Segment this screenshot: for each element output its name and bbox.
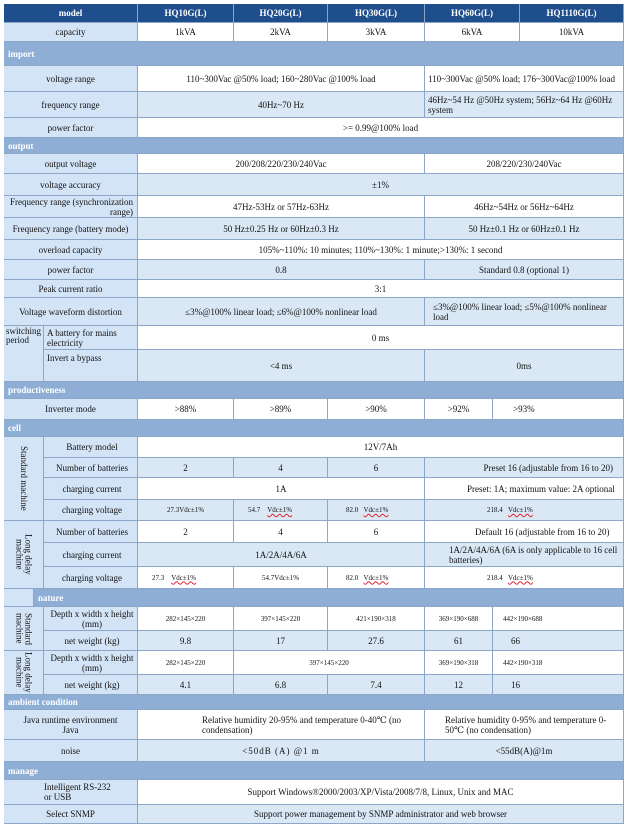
row-label: Voltage waveform distortion: [4, 298, 138, 326]
number: 82.0: [346, 506, 359, 514]
unit: Vdc±1%: [363, 573, 389, 582]
value-a: 3:1: [138, 280, 624, 298]
value-4: [425, 500, 624, 521]
value-5: 442×190×688: [493, 607, 624, 631]
value-2: >89%: [234, 399, 328, 420]
row-label: Depth x width x height (mm): [44, 651, 138, 675]
value-3: [328, 567, 425, 589]
value-a: <4 ms: [138, 350, 425, 382]
value-4: >92%: [425, 399, 493, 420]
output-accuracy-row: [4, 174, 624, 196]
ambient-noise-row: [4, 740, 624, 762]
section-title: import: [4, 42, 624, 66]
nature-standard-block: [4, 607, 624, 651]
value-b: <55dB(A)@1m: [425, 740, 624, 762]
value-a: 12V/7Ah: [138, 437, 624, 458]
value-a: 0.8: [138, 260, 425, 280]
model-header: model: [4, 4, 138, 23]
value-a: Relative humidity 20-95% and temperature 0-40℃ (no condensation): [138, 710, 425, 740]
value-3: 421×190×318: [328, 607, 425, 631]
number: 218.4: [487, 506, 503, 514]
row-label: Select SNMP: [4, 805, 138, 824]
row-label: Frequency range (synchronization range): [4, 196, 138, 218]
output-power-factor-row: [4, 260, 624, 280]
group-label: Long delay machine: [4, 521, 44, 589]
section-manage: [4, 762, 624, 780]
group-label: Standard machine: [4, 607, 44, 651]
model-col-4: HQ60G(L): [425, 4, 520, 23]
ambient-java-row: [4, 710, 624, 740]
value-a: ±1%: [138, 174, 624, 196]
switching-group-label: switching period: [4, 326, 44, 382]
unit: Vdc±1%: [363, 506, 389, 514]
unit: Vdc±1%: [267, 506, 293, 514]
value-b: 208/220/230/240Vac: [425, 154, 624, 174]
model-col-1: HQ10G(L): [138, 4, 234, 23]
header-row: [4, 4, 624, 23]
value-1: 2: [138, 458, 234, 478]
value-a: Support power management by SNMP administrator and web browser: [138, 805, 624, 824]
section-title: ambient condition: [4, 695, 624, 710]
value-5: 16: [493, 675, 624, 695]
import-power-factor-row: [4, 118, 624, 138]
value-2: 4: [234, 521, 328, 543]
value-3: >90%: [328, 399, 425, 420]
row-label: power factor: [4, 118, 138, 138]
value-b: 1A/2A/4A/6A (6A is only applicable to 16 cell batteries): [425, 543, 624, 567]
value-2: 6.8: [234, 675, 328, 695]
value-4: 369×190×318: [425, 651, 493, 675]
section-ambient: [4, 695, 624, 710]
cell-standard-block: [4, 437, 624, 521]
value-1: 4.1: [138, 675, 234, 695]
row-label: Depth x width x height (mm): [44, 607, 138, 631]
value-1: 282×145×220: [138, 651, 234, 675]
capacity-5: 10kVA: [520, 23, 624, 42]
model-col-2: HQ20G(L): [234, 4, 328, 23]
row-label: Inverter mode: [4, 399, 138, 420]
row-label: Number of batteries: [44, 458, 138, 478]
value-b: 50 Hz±0.1 Hz or 60Hz±0.1 Hz: [425, 218, 624, 240]
value-b: Preset 16 (adjustable from 16 to 20): [425, 458, 624, 478]
capacity-label: capacity: [4, 23, 138, 42]
number: 82.0: [346, 573, 359, 582]
import-frequency-row: [4, 92, 624, 118]
value-1: 282×145×220: [138, 607, 234, 631]
row-label: Invert a bypass: [44, 350, 138, 382]
value-3: 6: [328, 521, 425, 543]
output-waveform-row: [4, 298, 624, 326]
value-3: 27.6: [328, 631, 425, 651]
value-b: Preset: 1A; maximum value: 2A optional: [425, 478, 624, 500]
row-label: Battery model: [44, 437, 138, 458]
output-overload-row: [4, 240, 624, 260]
capacity-row: [4, 23, 624, 42]
value-b: 46Hz~54Hz or 56Hz~64Hz: [425, 196, 624, 218]
row-label: output voltage: [4, 154, 138, 174]
inverter-mode-row: [4, 399, 624, 420]
value-23: 397×145×220: [234, 651, 425, 675]
value-a: 47Hz-53Hz or 57Hz-63Hz: [138, 196, 425, 218]
section-cell: [4, 420, 624, 437]
value-a: >= 0.99@100% load: [138, 118, 624, 138]
capacity-2: 2kVA: [234, 23, 328, 42]
value-3: 6: [328, 458, 425, 478]
number: 54.7: [248, 506, 261, 514]
output-freq-sync-row: [4, 196, 624, 218]
output-peak-row: [4, 280, 624, 298]
value-a: 1A/2A/4A/6A: [138, 543, 425, 567]
capacity-1: 1kVA: [138, 23, 234, 42]
value-b: 0ms: [425, 350, 624, 382]
section-output: [4, 138, 624, 154]
value-a: 1A: [138, 478, 425, 500]
value-b: 46Hz~54 Hz @50Hz system; 56Hz~64 Hz @60Hz system: [425, 92, 624, 118]
unit: Vdc±1%: [508, 573, 533, 582]
value-a: ≤3%@100% linear load; ≤6%@100% nonlinear load: [138, 298, 425, 326]
row-label: noise: [4, 740, 138, 762]
value-4: 12: [425, 675, 493, 695]
capacity-4: 6kVA: [425, 23, 520, 42]
value-a: 40Hz~70 Hz: [138, 92, 425, 118]
value-b: Relative humidity 0-95% and temperature 0-50℃ (no condensation): [425, 710, 624, 740]
unit: Vdc±1%: [171, 573, 197, 582]
group-label: Long delay machine: [4, 651, 44, 695]
model-col-3: HQ30G(L): [328, 4, 425, 23]
value-2: [234, 500, 328, 521]
row-label: Intelligent RS-232 or USB: [4, 780, 138, 805]
section-title: cell: [4, 420, 624, 437]
value-1: >88%: [138, 399, 234, 420]
section-title: output: [4, 138, 624, 154]
value-4: 369×190×688: [425, 607, 493, 631]
row-label: overload capacity: [4, 240, 138, 260]
value-2: 4: [234, 458, 328, 478]
row-label: charging voltage: [44, 500, 138, 521]
value-5: >93%: [493, 399, 624, 420]
spacer: [4, 589, 34, 607]
manage-rs232-row: [4, 780, 624, 805]
number: 218.4: [487, 573, 503, 582]
value-a: 200/208/220/230/240Vac: [138, 154, 425, 174]
value-a: 110~300Vac @50% load; 160~280Vac @100% load: [138, 66, 425, 92]
row-label: Number of batteries: [44, 521, 138, 543]
unit: Vdc±1%: [508, 506, 533, 514]
value-a: 0 ms: [138, 326, 624, 350]
row-label: net weight (kg): [44, 675, 138, 695]
value-2: 17: [234, 631, 328, 651]
section-import: [4, 42, 624, 66]
cell-long-block: [4, 521, 624, 589]
row-label: Java runtime environment Java: [4, 710, 138, 740]
value-1: 2: [138, 521, 234, 543]
value-2: 54.7Vdc±1%: [234, 567, 328, 589]
value-a: 105%~110%: 10 minutes; 110%~130%: 1 minute;>130%: 1 second: [138, 240, 624, 260]
section-productiveness: [4, 382, 624, 399]
output-voltage-row: [4, 154, 624, 174]
value-b: ≤3%@100% linear load; ≤5%@100% nonlinear load: [425, 298, 624, 326]
value-4: 61: [425, 631, 493, 651]
row-label: Frequency range (battery mode): [4, 218, 138, 240]
number: 27.3: [152, 573, 165, 582]
value-a: Support Windows®2000/2003/XP/Vista/2008/7/8, Linux, Unix and MAC: [138, 780, 624, 805]
value-3: 7.4: [328, 675, 425, 695]
capacity-3: 3kVA: [328, 23, 425, 42]
value-b: Default 16 (adjustable from 16 to 20): [425, 521, 624, 543]
row-label: voltage accuracy: [4, 174, 138, 196]
output-freq-battery-row: [4, 218, 624, 240]
row-label: charging current: [44, 478, 138, 500]
value-5: 442×190×318: [493, 651, 624, 675]
value-3: [328, 500, 425, 521]
value-a: <50dB (A) @1 m: [138, 740, 425, 762]
value-2: 397×145×220: [234, 607, 328, 631]
value-a: 50 Hz±0.25 Hz or 60Hz±0.3 Hz: [138, 218, 425, 240]
section-title: productiveness: [4, 382, 624, 399]
row-label: power factor: [4, 260, 138, 280]
group-label: Standard machine: [4, 437, 44, 521]
nature-long-block: [4, 651, 624, 695]
row-label: A battery for mains electricity: [44, 326, 138, 350]
value-4: [425, 567, 624, 589]
manage-snmp-row: [4, 805, 624, 824]
section-title: manage: [4, 762, 624, 780]
section-nature: [4, 589, 624, 607]
value-b: Standard 0.8 (optional 1): [425, 260, 624, 280]
value-5: 66: [493, 631, 624, 651]
value-b: 110~300Vac @50% load; 176~300Vac@100% load: [425, 66, 624, 92]
output-switching-block: [4, 326, 624, 382]
row-label: voltage range: [4, 66, 138, 92]
value-1: 9.8: [138, 631, 234, 651]
row-label: charging voltage: [44, 567, 138, 589]
value-1: [138, 567, 234, 589]
value-1: 27.3Vdc±1%: [138, 500, 234, 521]
row-label: charging current: [44, 543, 138, 567]
model-col-5: HQ1110G(L): [520, 4, 624, 23]
section-title: nature: [34, 589, 624, 607]
row-label: frequency range: [4, 92, 138, 118]
row-label: Peak current ratio: [4, 280, 138, 298]
import-voltage-row: [4, 66, 624, 92]
row-label: net weight (kg): [44, 631, 138, 651]
